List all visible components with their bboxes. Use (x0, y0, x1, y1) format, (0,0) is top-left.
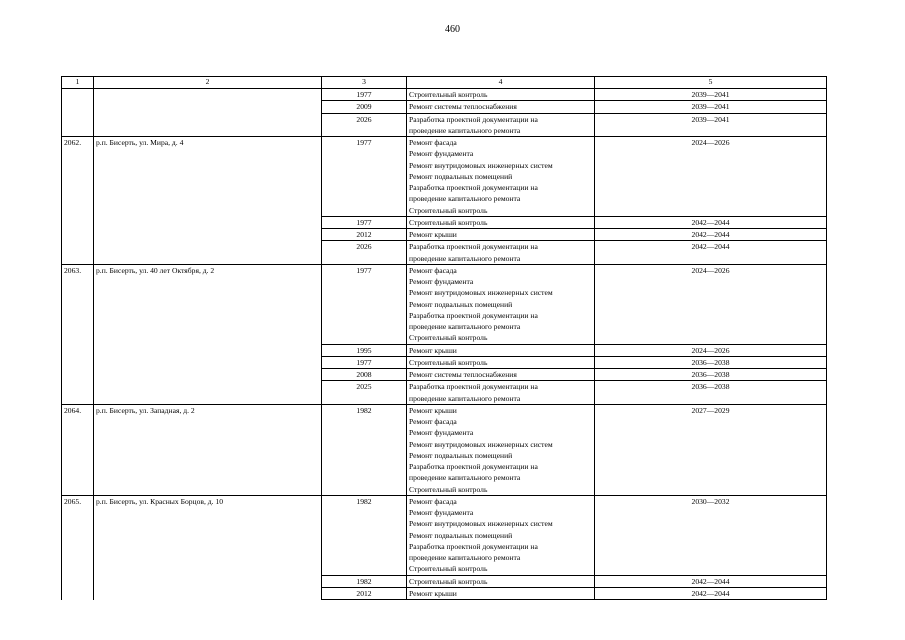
work-item: Ремонт системы теплоснабжения (409, 370, 517, 379)
year-cell: 1982 (322, 495, 407, 575)
works-cell (407, 344, 595, 356)
year-cell: 1982 (322, 404, 407, 495)
row-number-cell: 2062. (62, 137, 94, 217)
address-cell (94, 101, 322, 113)
year-cell: 2025 (322, 381, 407, 405)
year-cell: 1977 (322, 356, 407, 368)
works-cell (407, 101, 595, 113)
work-item: Ремонт крыши (409, 345, 457, 355)
address-cell: р.п. Бисерть, ул. Мира, д. 4 (94, 137, 322, 217)
work-item: Ремонт фасада (409, 496, 457, 506)
work-item: Разработка проектной документации на (409, 242, 538, 252)
period-cell: 2036—2038 (595, 381, 827, 405)
year-cell: 2012 (322, 229, 407, 241)
row-number-cell: 2063. (62, 264, 94, 344)
year-cell: 1982 (322, 575, 407, 587)
work-item: Ремонт подвальных помещений (409, 299, 513, 309)
table-row (62, 101, 827, 113)
work-item: Ремонт крыши (409, 230, 457, 239)
work-item: проведение капитального ремонта (409, 553, 521, 562)
works-cell (407, 575, 595, 587)
work-item: Ремонт внутридомовых инженерных систем (409, 288, 553, 298)
works-cell (407, 587, 595, 599)
work-item: проведение капитального ремонта (409, 393, 521, 403)
table-row (62, 216, 827, 228)
work-item: Ремонт подвальных помещений (409, 450, 513, 460)
year-cell: 1977 (322, 137, 407, 217)
address-cell (94, 356, 322, 368)
year-cell: 2008 (322, 369, 407, 381)
work-item: Ремонт фасада (409, 265, 457, 275)
period-cell: 2042—2044 (595, 241, 827, 265)
work-item: проведение капитального ремонта (409, 322, 521, 331)
year-cell: 2009 (322, 101, 407, 113)
work-item: Ремонт внутридомовых инженерных систем (409, 160, 553, 170)
table-row (62, 137, 827, 217)
period-cell: 2036—2038 (595, 369, 827, 381)
table-row (62, 89, 827, 101)
address-cell: р.п. Бисерть, ул. Красных Борцов, д. 10 (94, 495, 322, 575)
work-item: Ремонт фасада (409, 138, 457, 147)
works-cell (407, 137, 595, 217)
table-row (62, 344, 827, 356)
year-cell: 2026 (322, 241, 407, 265)
table-body (62, 89, 827, 600)
work-item: Строительный контроль (409, 576, 488, 586)
address-cell (94, 587, 322, 599)
row-number-cell (62, 575, 94, 587)
works-cell (407, 495, 595, 575)
period-cell: 2039—2041 (595, 89, 827, 101)
work-item: Разработка проектной документации на (409, 541, 538, 551)
work-item: Строительный контроль (409, 217, 488, 227)
period-cell: 2030—2032 (595, 495, 827, 575)
row-number-cell (62, 381, 94, 405)
row-number-cell (62, 369, 94, 381)
work-item: Ремонт подвальных помещений (409, 171, 513, 181)
work-item: Ремонт фундамента (409, 149, 474, 159)
address-cell (94, 369, 322, 381)
header-cell-3: 3 (322, 77, 407, 89)
row-number-cell: 2064. (62, 404, 94, 495)
period-cell: 2039—2041 (595, 101, 827, 113)
header-row (62, 77, 827, 89)
period-cell: 2042—2044 (595, 216, 827, 228)
table-row (62, 369, 827, 381)
table-row (62, 241, 827, 265)
row-number-cell (62, 229, 94, 241)
work-item: Ремонт фундамента (409, 277, 474, 286)
work-item: Разработка проектной документации на (409, 382, 538, 392)
period-cell: 2042—2044 (595, 587, 827, 599)
works-cell (407, 356, 595, 368)
period-cell: 2036—2038 (595, 356, 827, 368)
works-cell (407, 113, 595, 137)
period-cell: 2024—2026 (595, 344, 827, 356)
header-cell-2: 2 (94, 77, 322, 89)
work-item: Строительный контроль (409, 90, 488, 99)
table-row (62, 404, 827, 495)
row-number-cell (62, 344, 94, 356)
works-cell (407, 264, 595, 344)
period-cell: 2024—2026 (595, 264, 827, 344)
work-item: Ремонт крыши (409, 588, 457, 598)
period-cell: 2024—2026 (595, 137, 827, 217)
work-item: Ремонт фасада (409, 417, 457, 426)
table-row (62, 113, 827, 137)
address-cell (94, 89, 322, 101)
work-item: Ремонт фундамента (409, 508, 474, 517)
period-cell: 2042—2044 (595, 575, 827, 587)
row-number-cell (62, 101, 94, 113)
header-cell-1: 1 (62, 77, 94, 89)
year-cell: 1977 (322, 89, 407, 101)
work-item: проведение капитального ремонта (409, 473, 521, 483)
year-cell: 2012 (322, 587, 407, 599)
row-number-cell: 2065. (62, 495, 94, 575)
table-row (62, 264, 827, 344)
works-cell (407, 369, 595, 381)
period-cell: 2042—2044 (595, 229, 827, 241)
table-row (62, 575, 827, 587)
row-number-cell (62, 587, 94, 599)
row-number-cell (62, 216, 94, 228)
page-number: 460 (445, 24, 460, 35)
work-item: Ремонт крыши (409, 405, 457, 415)
address-cell: р.п. Бисерть, ул. 40 лет Октября, д. 2 (94, 264, 322, 344)
period-cell: 2027—2029 (595, 404, 827, 495)
work-item: Строительный контроль (409, 205, 488, 215)
address-cell (94, 229, 322, 241)
work-item: Ремонт фундамента (409, 428, 474, 438)
work-item: Ремонт внутридомовых инженерных систем (409, 519, 553, 529)
work-item: Строительный контроль (409, 484, 488, 494)
repair-schedule-table (61, 76, 827, 600)
work-item: Строительный контроль (409, 333, 488, 343)
year-cell: 1995 (322, 344, 407, 356)
works-cell (407, 89, 595, 101)
address-cell (94, 216, 322, 228)
work-item: Разработка проектной документации на (409, 114, 538, 124)
works-cell (407, 241, 595, 265)
work-item: Ремонт внутридомовых инженерных систем (409, 439, 553, 449)
work-item: Разработка проектной документации на (409, 310, 538, 320)
address-cell (94, 344, 322, 356)
work-item: Разработка проектной документации на (409, 462, 538, 471)
work-item: проведение капитального ремонта (409, 194, 521, 204)
table-row (62, 229, 827, 241)
work-item: проведение капитального ремонта (409, 253, 521, 263)
works-cell (407, 216, 595, 228)
table-row (62, 495, 827, 575)
header-cell-5: 5 (595, 77, 827, 89)
address-cell: р.п. Бисерть, ул. Западная, д. 2 (94, 404, 322, 495)
period-cell: 2039—2041 (595, 113, 827, 137)
table-row (62, 587, 827, 599)
work-item: проведение капитального ремонта (409, 125, 521, 135)
address-cell (94, 381, 322, 405)
row-number-cell (62, 241, 94, 265)
works-cell (407, 381, 595, 405)
works-cell (407, 229, 595, 241)
works-cell (407, 404, 595, 495)
year-cell: 1977 (322, 216, 407, 228)
year-cell: 2026 (322, 113, 407, 137)
header-cell-4: 4 (407, 77, 595, 89)
table-row (62, 356, 827, 368)
work-item: Строительный контроль (409, 564, 488, 574)
table-row (62, 381, 827, 405)
address-cell (94, 113, 322, 137)
row-number-cell (62, 113, 94, 137)
year-cell: 1977 (322, 264, 407, 344)
work-item: Разработка проектной документации на (409, 183, 538, 192)
work-item: Строительный контроль (409, 357, 488, 367)
work-item: Ремонт системы теплоснабжения (409, 102, 517, 112)
work-item: Ремонт подвальных помещений (409, 530, 513, 540)
address-cell (94, 575, 322, 587)
row-number-cell (62, 89, 94, 101)
address-cell (94, 241, 322, 265)
row-number-cell (62, 356, 94, 368)
